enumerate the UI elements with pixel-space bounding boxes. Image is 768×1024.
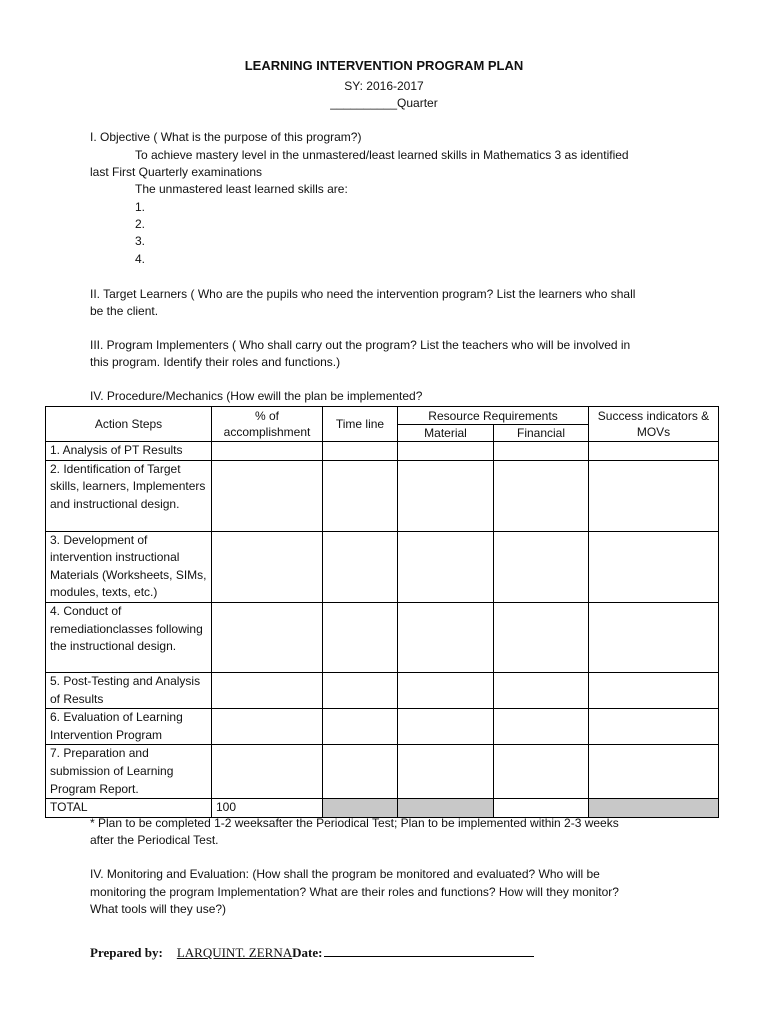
time-line-cell	[323, 672, 398, 708]
prepared-by-label: Prepared by:	[90, 945, 163, 960]
time-line-cell	[323, 442, 398, 461]
material-cell	[398, 709, 494, 745]
total-shaded-cell	[323, 799, 398, 818]
time-line-cell	[323, 602, 398, 672]
success-indicator-cell	[589, 460, 719, 531]
header-action-steps: Action Steps	[46, 407, 212, 442]
financial-cell	[494, 745, 589, 799]
table-row	[46, 672, 719, 708]
accomplishment-cell	[212, 709, 323, 745]
monitoring-text-2: monitoring the program Implementation? What are their roles and functions? How will they monitor?	[90, 885, 619, 899]
time-line-cell	[323, 531, 398, 602]
total-empty-cell	[494, 799, 589, 818]
table-row	[46, 602, 719, 672]
prepared-by-line	[90, 944, 534, 961]
header-resource-requirements: Resource Requirements	[398, 407, 589, 425]
header-time-line: Time line	[323, 407, 398, 442]
material-cell	[398, 745, 494, 799]
financial-cell	[494, 709, 589, 745]
accomplishment-cell	[212, 602, 323, 672]
header-financial: Financial	[494, 425, 589, 442]
time-line-cell	[323, 745, 398, 799]
header-material: Material	[398, 425, 494, 442]
objective-heading: I. Objective ( What is the purpose of this program?)	[90, 130, 362, 144]
schedule-note-2: after the Periodical Test.	[90, 833, 219, 847]
date-blank-line	[324, 944, 534, 957]
objective-text-3: The unmastered least learned skills are:	[135, 182, 348, 196]
monitoring-text-3: What tools will they use?)	[90, 902, 227, 916]
skill-item-3: 3.	[135, 234, 146, 248]
document-title: LEARNING INTERVENTION PROGRAM PLAN	[244, 58, 524, 73]
financial-cell	[494, 460, 589, 531]
success-indicator-cell	[589, 709, 719, 745]
time-line-cell	[323, 709, 398, 745]
success-indicator-cell	[589, 745, 719, 799]
material-cell	[398, 460, 494, 531]
skill-item-2: 2.	[135, 217, 146, 231]
action-step-cell: 6. Evaluation of Learning Intervention Program	[46, 709, 212, 745]
table-header-row	[46, 407, 719, 425]
table-row	[46, 745, 719, 799]
procedure-heading: IV. Procedure/Mechanics (How ewill the plan be implemented?	[90, 389, 423, 403]
material-cell	[398, 672, 494, 708]
success-indicator-cell	[589, 602, 719, 672]
objective-text-1: To achieve mastery level in the unmastered/least learned skills in Mathematics 3 as identified	[135, 148, 629, 162]
material-cell	[398, 602, 494, 672]
target-learners-text-2: be the client.	[90, 304, 159, 318]
objective-text-2: last First Quarterly examinations	[90, 165, 263, 179]
success-indicator-cell	[589, 531, 719, 602]
table-total-row	[46, 799, 719, 818]
preparer-name: LARQUINT. ZERNA	[176, 945, 293, 960]
table-row	[46, 460, 719, 531]
material-cell	[398, 442, 494, 461]
target-learners-text-1: II. Target Learners ( Who are the pupils who need the intervention program? List the learners who shall	[90, 287, 636, 301]
schedule-note-1: * Plan to be completed 1-2 weeksafter the Periodical Test; Plan to be implemented within 2-3 weeks	[90, 816, 619, 830]
implementers-text-1: III. Program Implementers ( Who shall carry out the program? List the teachers who will be involved in	[90, 338, 631, 352]
accomplishment-cell	[212, 672, 323, 708]
accomplishment-cell	[212, 531, 323, 602]
action-step-cell: 3. Development of intervention instructional Materials (Worksheets, SIMs, modules, texts, etc.)	[46, 531, 212, 602]
school-year: SY: 2016-2017	[344, 79, 424, 93]
action-step-cell: 2. Identification of Target skills, learners, Implementers and instructional design.	[46, 460, 212, 531]
financial-cell	[494, 672, 589, 708]
material-cell	[398, 531, 494, 602]
total-value: 100	[212, 799, 323, 818]
accomplishment-cell	[212, 745, 323, 799]
action-step-cell: 5. Post-Testing and Analysis of Results	[46, 672, 212, 708]
financial-cell	[494, 442, 589, 461]
total-label: TOTAL	[46, 799, 212, 818]
action-step-cell: 4. Conduct of remediationclasses following the instructional design.	[46, 602, 212, 672]
skill-item-1: 1.	[135, 200, 146, 214]
monitoring-text-1: IV. Monitoring and Evaluation: (How shall the program be monitored and evaluated? Who will be	[90, 867, 600, 881]
skill-item-4: 4.	[135, 252, 146, 266]
header-accomplishment: % of accomplishment	[212, 407, 323, 442]
action-step-cell: 1. Analysis of PT Results	[46, 442, 212, 461]
action-step-cell: 7. Preparation and submission of Learning Program Report.	[46, 745, 212, 799]
table-row	[46, 709, 719, 745]
accomplishment-cell	[212, 442, 323, 461]
implementers-text-2: this program. Identify their roles and functions.)	[90, 355, 341, 369]
procedure-table	[45, 406, 719, 818]
table-row	[46, 531, 719, 602]
accomplishment-cell	[212, 460, 323, 531]
financial-cell	[494, 531, 589, 602]
total-shaded-cell	[398, 799, 494, 818]
total-shaded-cell	[589, 799, 719, 818]
date-label: Date:	[292, 945, 323, 960]
success-indicator-cell	[589, 442, 719, 461]
success-indicator-cell	[589, 672, 719, 708]
header-success-indicators: Success indicators & MOVs	[589, 407, 719, 442]
table-row	[46, 442, 719, 461]
financial-cell	[494, 602, 589, 672]
quarter-line: __________Quarter	[330, 96, 438, 110]
time-line-cell	[323, 460, 398, 531]
